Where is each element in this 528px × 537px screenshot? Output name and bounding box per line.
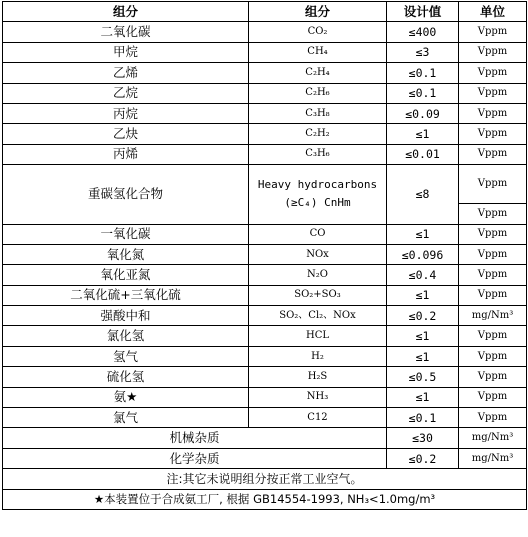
design-value: ≤1: [387, 326, 459, 346]
component-name: 丙烷: [3, 103, 249, 123]
table-row: [3, 22, 527, 42]
component-name: 二氧化硫+三氧化硫: [3, 285, 249, 305]
design-value: ≤0.4: [387, 265, 459, 285]
unit: Vppm: [459, 408, 527, 428]
design-value: ≤400: [387, 22, 459, 42]
table-row: [3, 144, 527, 164]
design-value: ≤1: [387, 285, 459, 305]
unit: Vppm: [459, 124, 527, 144]
component-formula: CO: [249, 224, 387, 244]
table-row: [3, 224, 527, 244]
table-row: [3, 408, 527, 428]
table-row: [3, 367, 527, 387]
unit: mg/Nm³: [459, 428, 527, 448]
design-value: ≤1: [387, 387, 459, 407]
component-formula: C12: [249, 408, 387, 428]
table-row: [3, 285, 527, 305]
table-row-heavy-hydrocarbons: [3, 165, 527, 204]
component-name: 氨★: [3, 387, 249, 407]
unit: Vppm: [459, 103, 527, 123]
note-row: [3, 469, 527, 489]
design-value: ≤0.1: [387, 83, 459, 103]
component-formula: NOx: [249, 244, 387, 264]
unit: Vppm: [459, 265, 527, 285]
table-row: [3, 83, 527, 103]
table-footer: ★本装置位于合成氨工厂, 根据 GB14554-1993, NH₃<1.0mg/m³: [3, 489, 527, 509]
table-row: [3, 63, 527, 83]
design-value: ≤1: [387, 124, 459, 144]
component-name: 硫化氢: [3, 367, 249, 387]
table-row: [3, 326, 527, 346]
design-value: ≤1: [387, 224, 459, 244]
table-row: [3, 124, 527, 144]
component-name: 氧化亚氮: [3, 265, 249, 285]
design-value: ≤3: [387, 42, 459, 62]
component-name: 机械杂质: [3, 428, 387, 448]
table-row: [3, 306, 527, 326]
component-formula: C₂H₆: [249, 83, 387, 103]
component-formula: CH₄: [249, 42, 387, 62]
design-value: ≤0.2: [387, 448, 459, 468]
unit: Vppm: [459, 387, 527, 407]
component-formula: HCL: [249, 326, 387, 346]
component-name: 一氧化碳: [3, 224, 249, 244]
formula-line-2: (≥C₄) CnHm: [284, 196, 351, 210]
component-name: 氢气: [3, 346, 249, 366]
unit: mg/Nm³: [459, 448, 527, 468]
design-value: ≤0.5: [387, 367, 459, 387]
design-value: ≤1: [387, 346, 459, 366]
component-name: 氯气: [3, 408, 249, 428]
unit: Vppm: [459, 326, 527, 346]
unit: Vppm: [459, 42, 527, 62]
component-formula: N₂O: [249, 265, 387, 285]
component-name: 氧化氮: [3, 244, 249, 264]
design-value: ≤0.2: [387, 306, 459, 326]
header-formula: 组分: [249, 2, 387, 22]
design-value: ≤0.1: [387, 408, 459, 428]
component-formula: C₂H₂: [249, 124, 387, 144]
unit: Vppm: [459, 224, 527, 244]
unit: Vppm: [459, 144, 527, 164]
component-name: 二氧化碳: [3, 22, 249, 42]
unit: Vppm: [459, 63, 527, 83]
table-row: [3, 42, 527, 62]
design-value: ≤8: [387, 165, 459, 224]
table-note: 注:其它未说明组分按正常工业空气。: [3, 469, 527, 489]
table-row: [3, 265, 527, 285]
component-formula: C₃H₆: [249, 144, 387, 164]
component-name: 氯化氢: [3, 326, 249, 346]
component-name: 乙炔: [3, 124, 249, 144]
component-formula: H₂S: [249, 367, 387, 387]
unit: Vppm: [459, 244, 527, 264]
component-name: 乙烯: [3, 63, 249, 83]
unit: Vppm: [459, 22, 527, 42]
component-formula: NH₃: [249, 387, 387, 407]
component-formula: C₃H₈: [249, 103, 387, 123]
unit: Vppm: [459, 346, 527, 366]
design-value: ≤0.096: [387, 244, 459, 264]
unit: Vppm: [459, 83, 527, 103]
component-name: 强酸中和: [3, 306, 249, 326]
spec-table: [2, 1, 527, 510]
component-name: 丙烯: [3, 144, 249, 164]
component-name: 乙烷: [3, 83, 249, 103]
header-row: [3, 2, 527, 22]
design-value: ≤30: [387, 428, 459, 448]
unit: mg/Nm³: [459, 306, 527, 326]
header-design-value: 设计值: [387, 2, 459, 22]
table-row: [3, 244, 527, 264]
unit: Vppm: [459, 367, 527, 387]
design-value: ≤0.01: [387, 144, 459, 164]
table-row: [3, 428, 527, 448]
component-formula: [249, 165, 387, 224]
component-name: 甲烷: [3, 42, 249, 62]
design-value: ≤0.09: [387, 103, 459, 123]
component-formula: CO₂: [249, 22, 387, 42]
component-formula: SO₂+SO₃: [249, 285, 387, 305]
component-name: 重碳氢化合物: [3, 165, 249, 224]
unit: Vppm: [459, 285, 527, 305]
unit: Vppm: [459, 204, 527, 224]
component-formula: H₂: [249, 346, 387, 366]
table-row: [3, 346, 527, 366]
design-value: ≤0.1: [387, 63, 459, 83]
table-row: [3, 103, 527, 123]
component-formula: C₂H₄: [249, 63, 387, 83]
component-formula: SO₂、Cl₂、NOx: [249, 306, 387, 326]
formula-line-1: Heavy hydrocarbons: [257, 178, 378, 192]
unit: Vppm: [459, 165, 527, 204]
header-unit: 单位: [459, 2, 527, 22]
footer-row: [3, 489, 527, 509]
component-name: 化学杂质: [3, 448, 387, 468]
header-component: 组分: [3, 2, 249, 22]
table-row: [3, 448, 527, 468]
table-row: [3, 387, 527, 407]
